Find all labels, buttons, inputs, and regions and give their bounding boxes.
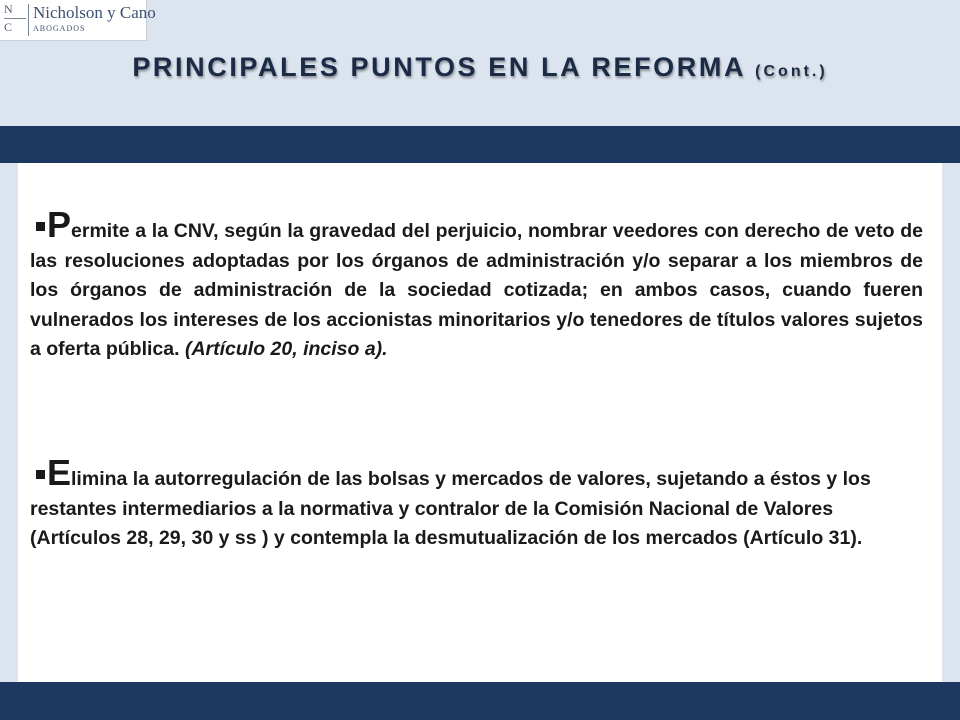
bullet-initial: E	[47, 452, 72, 493]
logo-monogram	[4, 2, 26, 36]
footer-band	[0, 682, 960, 720]
bullet-marker-icon	[36, 222, 45, 231]
slide-title-main: PRINCIPALES PUNTOS EN LA REFORMA	[132, 52, 746, 82]
firm-name: Nicholson y Cano	[33, 3, 156, 22]
slide-title-suffix: (Cont.)	[755, 63, 828, 80]
monogram-letter-c: C	[4, 20, 13, 34]
monogram-divider	[4, 18, 26, 19]
bullet-reference: (Artículo 20, inciso a).	[184, 338, 388, 360]
firm-subtitle: ABOGADOS	[33, 24, 86, 33]
bullet-marker-icon	[36, 470, 45, 479]
bullet-initial: P	[47, 204, 72, 245]
slide-title	[0, 52, 960, 83]
bullet-text: ermite a la CNV, según la gravedad del perjuicio, nombrar veedores con derecho de veto de las resoluciones adoptadas por los órganos de administración y/o separar a los miembros de los órganos de administración de la sociedad cotizada; en ambos casos, cuando fueren vulnerados los intereses de los accionistas minoritarios y/o tenedores de títulos valores sujetos a oferta pública.	[30, 220, 923, 360]
bullet-item	[30, 204, 923, 365]
firm-logo	[0, 0, 156, 41]
monogram-letter-n: N	[4, 2, 13, 16]
bullet-text: limina la autorregulación de las bolsas y mercados de valores, sujetando a éstos y los restantes intermediarios a la normativa y contralor de la Comisión Nacional de Valores (Artículos 28, 29, 30 y ss ) y contempla la desmutualización de los mercados (Artículo 31).	[30, 468, 871, 549]
logo-divider	[28, 4, 29, 36]
header-band	[0, 126, 960, 163]
bullet-item	[30, 452, 923, 554]
